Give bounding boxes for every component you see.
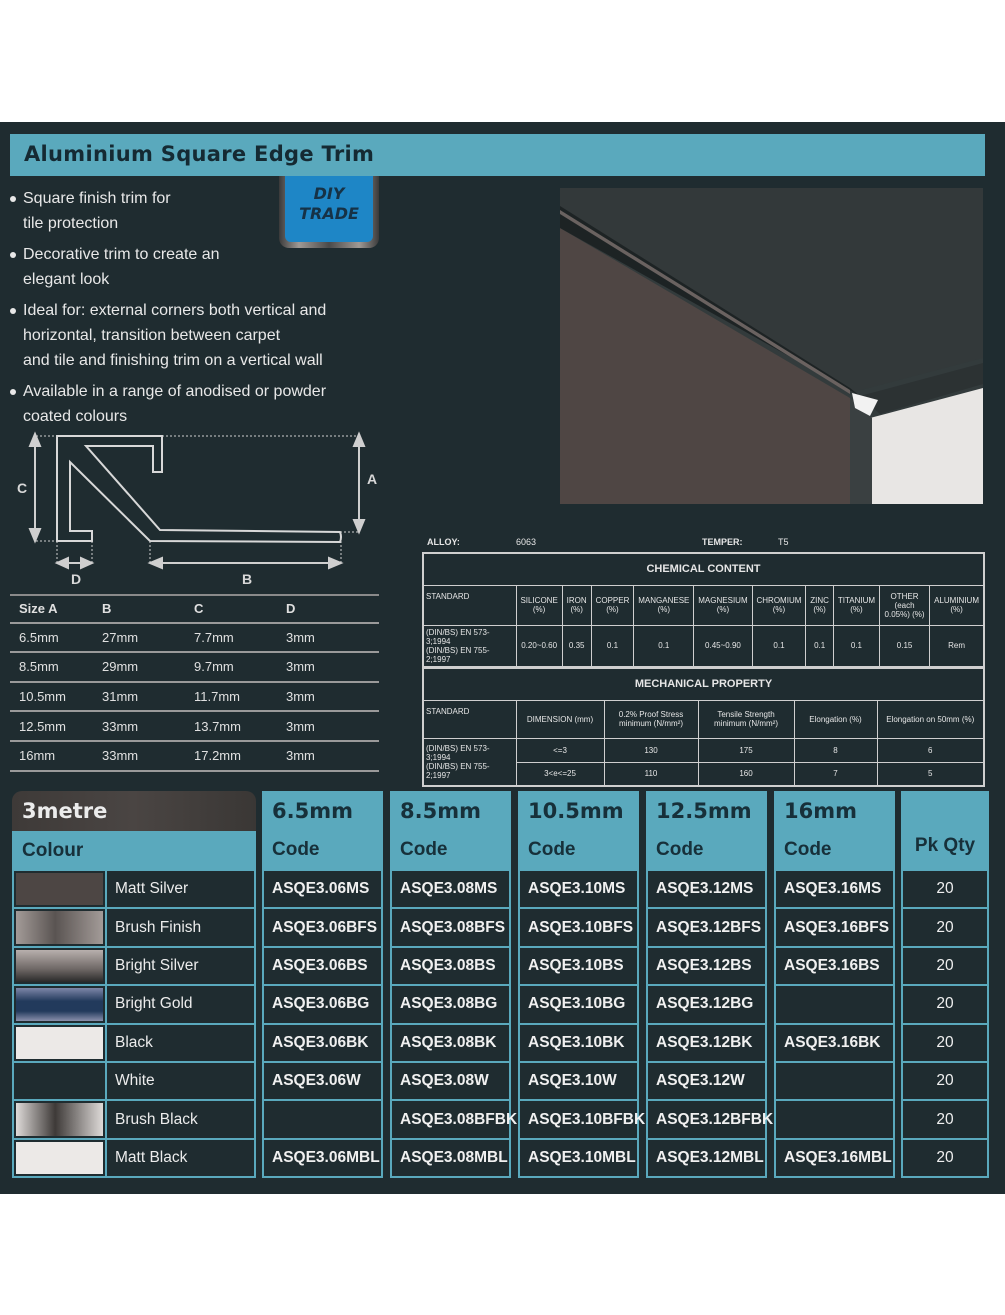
feature-item: Decorative trim to create an elegant look [8, 242, 338, 292]
size-column-6-5: 6.5mm Code ASQE3.06MS ASQE3.06BFS ASQE3.06BS ASQE3.06BG ASQE3.06BK ASQE3.06W ASQE3.06MBL [262, 791, 383, 1178]
dimension-header-row: Size A B C D [10, 594, 379, 624]
length-label: 3metre [22, 799, 108, 823]
code-cell: ASQE3.10BG [518, 986, 639, 1024]
code-cell: ASQE3.06BK [262, 1025, 383, 1063]
code-cell: ASQE3.08BS [390, 948, 511, 986]
pk-qty-cell: 20 [901, 1140, 989, 1178]
size-column-12-5: 12.5mm Code ASQE3.12MS ASQE3.12BFS ASQE3.12BS ASQE3.12BG ASQE3.12BK ASQE3.12W ASQE3.12BFBK ASQE3.12MBL [646, 791, 767, 1178]
dimension-table [10, 594, 379, 772]
mechanical-table [422, 668, 985, 788]
dimension-row: 16mm 33mm 17.2mm 3mm [10, 742, 379, 772]
code-cell: ASQE3.10MBL [518, 1140, 639, 1178]
code-cell: ASQE3.08BFBK [390, 1101, 511, 1139]
label-c: C [17, 480, 28, 496]
code-cell: ASQE3.12BFS [646, 909, 767, 947]
swatch-brush-finish [16, 911, 103, 943]
swatch-matt-black [16, 1142, 103, 1174]
title-bar [10, 134, 985, 176]
size-column-8-5: 8.5mm Code ASQE3.08MS ASQE3.08BFS ASQE3.08BS ASQE3.08BG ASQE3.08BK ASQE3.08W ASQE3.08BFBK ASQE3.08MBL [390, 791, 511, 1178]
spec-table [422, 552, 985, 668]
dimension-row: 8.5mm 29mm 9.7mm 3mm [10, 653, 379, 683]
alloy-temper-row [422, 532, 987, 552]
swatch-black [16, 1027, 103, 1059]
code-cell: ASQE3.06W [262, 1063, 383, 1101]
colour-row: Matt Black [12, 1140, 256, 1178]
code-cell: ASQE3.16BK [774, 1025, 895, 1063]
chemical-title: CHEMICAL CONTENT [423, 553, 984, 585]
code-cell: ASQE3.10BK [518, 1025, 639, 1063]
code-cell: ASQE3.12BK [646, 1025, 767, 1063]
code-cell: ASQE3.10BFBK [518, 1101, 639, 1139]
temper-label: TEMPER: [702, 537, 743, 547]
code-cell: ASQE3.06BS [262, 948, 383, 986]
feature-item: Square finish trim for tile protection [8, 186, 338, 236]
code-cell: ASQE3.10BFS [518, 909, 639, 947]
code-cell: ASQE3.10W [518, 1063, 639, 1101]
pk-qty-cell: 20 [901, 871, 989, 909]
code-cell: ASQE3.10MS [518, 871, 639, 909]
product-photo [560, 188, 983, 504]
spec-panel [422, 532, 987, 787]
swatch-matt-silver [16, 873, 103, 905]
code-cell [774, 1063, 895, 1101]
code-cell: ASQE3.12MS [646, 871, 767, 909]
mechanical-row: 3<e<=25 110 160 7 5 [423, 762, 984, 786]
feature-list [8, 186, 338, 435]
pk-qty-cell: 20 [901, 1063, 989, 1101]
colour-row: White [12, 1063, 256, 1101]
pk-qty-cell: 20 [901, 1025, 989, 1063]
code-cell: ASQE3.08MS [390, 871, 511, 909]
code-cell [774, 986, 895, 1024]
code-cell: ASQE3.12MBL [646, 1140, 767, 1178]
code-cell: ASQE3.08BK [390, 1025, 511, 1063]
mechanical-row: (DIN/BS) EN 573-3;1994 (DIN/BS) EN 755-2;1997 <=3 130 175 8 6 [423, 738, 984, 762]
code-cell [774, 1101, 895, 1139]
swatch-bright-gold [16, 988, 103, 1020]
alloy-value: 6063 [516, 537, 537, 547]
feature-item: Available in a range of anodised or powder coated colours [8, 379, 338, 429]
swatch-bright-silver [16, 950, 103, 982]
chemical-header-row: STANDARD SILICONE (%) IRON (%) COPPER (%) MANGANESE (%) MAGNESIUM (%) CHROMIUM (%) ZINC (%) TITANIUM (%) OTHER (each 0.05%) (%) ALUMINIUM (%) [423, 585, 984, 625]
badge-line-1: DIY [313, 184, 345, 203]
code-cell: ASQE3.12W [646, 1063, 767, 1101]
code-cell: ASQE3.08BG [390, 986, 511, 1024]
code-cell: ASQE3.06BFS [262, 909, 383, 947]
colour-row: Bright Silver [12, 948, 256, 986]
code-cell: ASQE3.08BFS [390, 909, 511, 947]
label-b: B [242, 571, 253, 587]
dimension-row: 12.5mm 33mm 13.7mm 3mm [10, 712, 379, 742]
colour-row: Black [12, 1025, 256, 1063]
colour-row: Brush Black [12, 1101, 256, 1139]
pk-qty-cell: 20 [901, 909, 989, 947]
dimension-row: 6.5mm 27mm 7.7mm 3mm [10, 624, 379, 654]
swatch-white [16, 1065, 103, 1097]
colour-label: Colour [22, 840, 84, 861]
code-cell: ASQE3.12BG [646, 986, 767, 1024]
code-cell: ASQE3.08MBL [390, 1140, 511, 1178]
pk-qty-cell: 20 [901, 986, 989, 1024]
profile-diagram [0, 422, 400, 592]
feature-item: Ideal for: external corners both vertical and horizontal, transition between carpet and tile and finishing trim on a vertical wall [8, 298, 338, 373]
code-cell: ASQE3.08W [390, 1063, 511, 1101]
code-cell: ASQE3.12BFBK [646, 1101, 767, 1139]
pk-qty-column: Pk Qty 20 20 20 20 20 20 20 20 [901, 791, 989, 1178]
colour-row: Matt Silver [12, 871, 256, 909]
pk-qty-cell: 20 [901, 948, 989, 986]
code-cell: ASQE3.16BS [774, 948, 895, 986]
label-a: A [367, 471, 378, 487]
badge-line-2: TRADE [299, 204, 359, 223]
mechanical-header-row: STANDARD DIMENSION (mm) 0.2% Proof Stress minimum (N/mm²) Tensile Strength minimum (N/mm²) Elongation (%) Elongation on 50mm (%) [423, 700, 984, 738]
code-cell: ASQE3.10BS [518, 948, 639, 986]
code-cell: ASQE3.06MBL [262, 1140, 383, 1178]
code-cell: ASQE3.16BFS [774, 909, 895, 947]
page-title: Aluminium Square Edge Trim [24, 142, 375, 166]
pk-qty-cell: 20 [901, 1101, 989, 1139]
code-cell: ASQE3.12BS [646, 948, 767, 986]
mechanical-title: MECHANICAL PROPERTY [423, 668, 984, 700]
product-code-table [10, 791, 990, 1181]
code-cell [262, 1101, 383, 1139]
colour-row: Brush Finish [12, 909, 256, 947]
code-cell: ASQE3.16MBL [774, 1140, 895, 1178]
code-cell: ASQE3.06BG [262, 986, 383, 1024]
code-cell: ASQE3.16MS [774, 871, 895, 909]
swatch-brush-black [16, 1103, 103, 1135]
chemical-value-row: (DIN/BS) EN 573-3;1994 (DIN/BS) EN 755-2;1997 0.20~0.60 0.35 0.1 0.1 0.45~0.90 0.1 0.1 0.1 0.15 Rem [423, 625, 984, 667]
product-sheet [0, 122, 1005, 1194]
code-cell: ASQE3.06MS [262, 871, 383, 909]
size-column-16: 16mm Code ASQE3.16MS ASQE3.16BFS ASQE3.16BS ASQE3.16BK ASQE3.16MBL [774, 791, 895, 1178]
colour-column [12, 791, 256, 1178]
alloy-label: ALLOY: [427, 537, 460, 547]
size-column-10-5: 10.5mm Code ASQE3.10MS ASQE3.10BFS ASQE3.10BS ASQE3.10BG ASQE3.10BK ASQE3.10W ASQE3.10BFBK ASQE3.10MBL [518, 791, 639, 1178]
colour-row: Bright Gold [12, 986, 256, 1024]
temper-value: T5 [778, 537, 789, 547]
label-d: D [71, 571, 82, 587]
dimension-row: 10.5mm 31mm 11.7mm 3mm [10, 683, 379, 713]
